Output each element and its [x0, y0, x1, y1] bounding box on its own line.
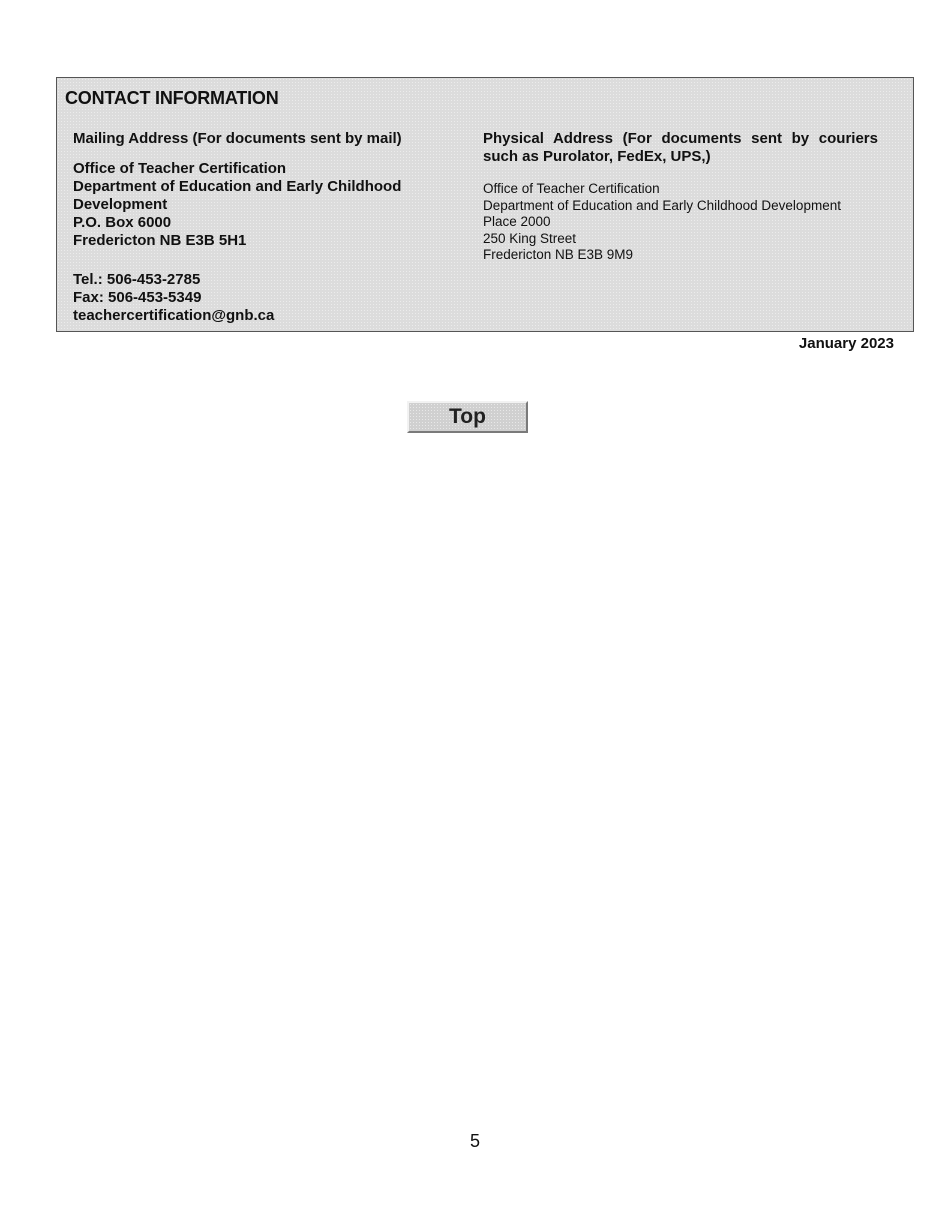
mailing-address-column: [73, 130, 453, 325]
mailing-line-po-box: P.O. Box 6000: [73, 214, 172, 231]
mailing-address-heading: Mailing Address (For documents sent by mail): [73, 130, 402, 147]
contact-information-box: [56, 77, 914, 332]
top-button[interactable]: Top: [407, 401, 528, 433]
mailing-line-office: Office of Teacher Certification: [73, 160, 287, 177]
telephone: Tel.: 506-453-2785: [73, 271, 201, 288]
physical-address-heading: Physical Address (For documents sent by couriers such as Purolator, FedEx, UPS,): [483, 130, 878, 165]
section-heading: CONTACT INFORMATION: [65, 88, 279, 108]
physical-line-street: 250 King Street: [483, 230, 577, 246]
physical-address-column: [483, 130, 878, 264]
mailing-address-lines: [73, 160, 453, 250]
fax: Fax: 506-453-5349: [73, 289, 202, 306]
physical-line-city-postal: Fredericton NB E3B 9M9: [483, 247, 634, 262]
physical-line-department: Department of Education and Early Childhood Development: [483, 197, 841, 213]
physical-line-office: Office of Teacher Certification: [483, 181, 660, 196]
mailing-line-department: Department of Education and Early Childhood: [73, 178, 402, 195]
physical-address-lines: [483, 181, 878, 264]
email-address: teachercertification@gnb.ca: [73, 307, 275, 324]
mailing-line-city-postal: Fredericton NB E3B 5H1: [73, 232, 247, 249]
page-number: 5: [469, 1131, 480, 1151]
mailing-line-department-cont: Development: [73, 196, 168, 213]
document-date: January 2023: [798, 335, 894, 352]
contact-details: [73, 271, 453, 325]
physical-line-building: Place 2000: [483, 214, 551, 229]
